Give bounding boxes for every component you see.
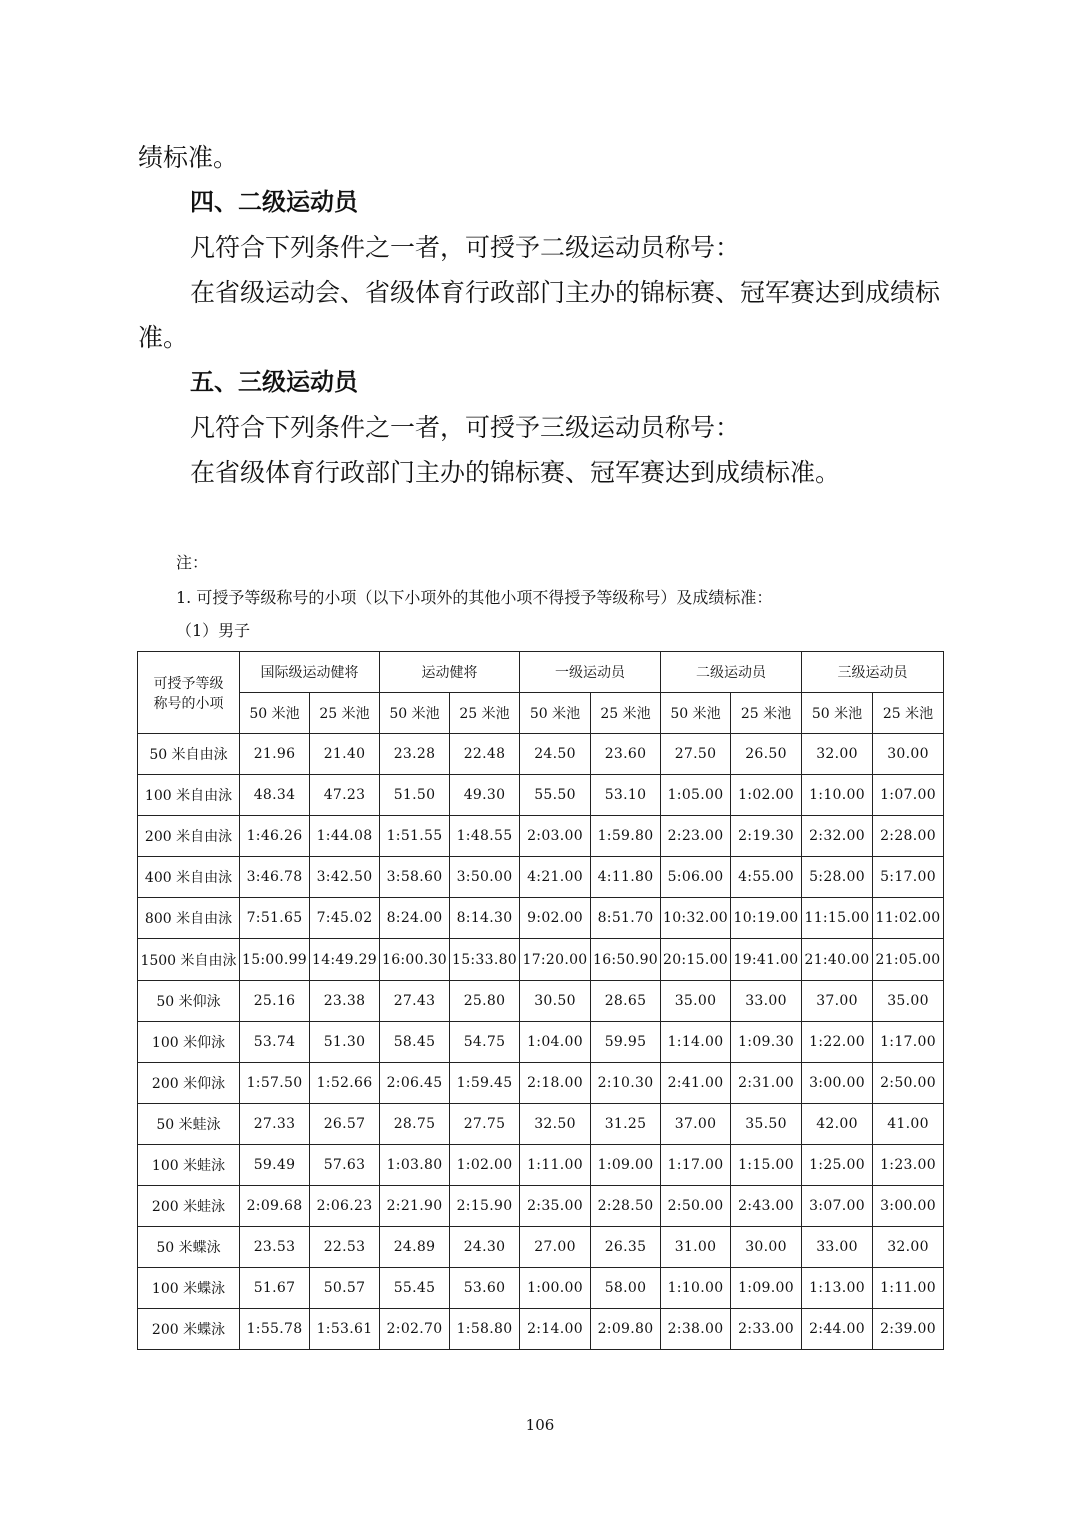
table-cell-value: 59.95 [591, 1021, 661, 1062]
table-cell-value: 53.60 [450, 1268, 520, 1309]
table-cell-value: 2:18.00 [520, 1062, 591, 1103]
table-cell-event: 100 米仰泳 [138, 1021, 240, 1062]
header-level-third: 三级运动员 [802, 652, 944, 693]
table-cell-value: 23.38 [310, 980, 380, 1021]
table-cell-value: 5:28.00 [802, 857, 873, 898]
table-cell-value: 2:21.90 [380, 1186, 450, 1227]
table-cell-value: 28.65 [591, 980, 661, 1021]
header-level-second: 二级运动员 [661, 652, 802, 693]
table-cell-value: 3:46.78 [240, 857, 310, 898]
table-cell-value: 1:23.00 [873, 1144, 944, 1185]
table-cell-value: 1:09.00 [591, 1144, 661, 1185]
paragraph-level-three-criteria: 凡符合下列条件之一者，可授予三级运动员称号： [190, 413, 741, 442]
table-cell-value: 2:39.00 [873, 1309, 944, 1350]
table-cell-value: 54.75 [450, 1021, 520, 1062]
table-cell-event: 50 米蝶泳 [138, 1227, 240, 1268]
table-cell-value: 24.30 [450, 1227, 520, 1268]
table-row [138, 939, 944, 980]
table-cell-value: 35.00 [661, 980, 731, 1021]
table-cell-event: 400 米自由泳 [138, 857, 240, 898]
section-heading-level-two: 四、二级运动员 [190, 188, 358, 216]
table-cell-value: 32.00 [802, 734, 873, 775]
table-cell-value: 25.80 [450, 980, 520, 1021]
table-header-row-pools [138, 693, 944, 734]
table-cell-value: 1:02.00 [731, 775, 802, 816]
table-cell-value: 8:51.70 [591, 898, 661, 939]
paragraph-level-two-detail-end: 准。 [138, 323, 189, 352]
table-cell-event: 100 米自由泳 [138, 775, 240, 816]
table-cell-value: 1:53.61 [310, 1309, 380, 1350]
table-cell-value: 8:14.30 [450, 898, 520, 939]
table-row [138, 980, 944, 1021]
table-cell-value: 31.25 [591, 1103, 661, 1144]
table-cell-value: 1:46.26 [240, 816, 310, 857]
table-corner-header [138, 652, 240, 734]
table-cell-value: 21.96 [240, 734, 310, 775]
table-cell-value: 2:50.00 [661, 1186, 731, 1227]
table-cell-value: 2:50.00 [873, 1062, 944, 1103]
table-cell-value: 1:52.66 [310, 1062, 380, 1103]
table-cell-value: 4:11.80 [591, 857, 661, 898]
table-cell-value: 1:13.00 [802, 1268, 873, 1309]
table-cell-value: 14:49.29 [310, 939, 380, 980]
table-cell-value: 35.00 [873, 980, 944, 1021]
table-cell-value: 50.57 [310, 1268, 380, 1309]
table-cell-value: 2:23.00 [661, 816, 731, 857]
table-row [138, 1062, 944, 1103]
table-body [138, 734, 944, 1350]
table-row [138, 1186, 944, 1227]
table-cell-value: 21.40 [310, 734, 380, 775]
table-cell-value: 15:00.99 [240, 939, 310, 980]
corner-line-1: 可授予等级 [153, 675, 224, 692]
table-cell-value: 7:51.65 [240, 898, 310, 939]
table-cell-value: 4:21.00 [520, 857, 591, 898]
table-cell-value: 2:33.00 [731, 1309, 802, 1350]
table-cell-value: 37.00 [802, 980, 873, 1021]
header-pool-25: 25 米池 [731, 693, 802, 734]
table-cell-value: 16:50.90 [591, 939, 661, 980]
header-level-first: 一级运动员 [520, 652, 661, 693]
table-cell-value: 19:41.00 [731, 939, 802, 980]
table-cell-value: 51.67 [240, 1268, 310, 1309]
table-row [138, 734, 944, 775]
table-cell-value: 2:19.30 [731, 816, 802, 857]
table-cell-value: 1:51.55 [380, 816, 450, 857]
table-row [138, 1227, 944, 1268]
table-cell-value: 1:02.00 [450, 1144, 520, 1185]
table-cell-value: 2:06.45 [380, 1062, 450, 1103]
table-cell-value: 8:24.00 [380, 898, 450, 939]
table-cell-value: 2:43.00 [731, 1186, 802, 1227]
table-cell-value: 21:40.00 [802, 939, 873, 980]
table-cell-value: 1:22.00 [802, 1021, 873, 1062]
table-cell-event: 200 米蛙泳 [138, 1186, 240, 1227]
table-cell-value: 20:15.00 [661, 939, 731, 980]
table-cell-value: 27.43 [380, 980, 450, 1021]
table-cell-value: 1:00.00 [520, 1268, 591, 1309]
table-cell-value: 3:07.00 [802, 1186, 873, 1227]
table-cell-value: 3:00.00 [873, 1186, 944, 1227]
table-cell-value: 2:44.00 [802, 1309, 873, 1350]
table-cell-value: 16:00.30 [380, 939, 450, 980]
table-row [138, 1268, 944, 1309]
table-cell-value: 2:32.00 [802, 816, 873, 857]
header-pool-25: 25 米池 [450, 693, 520, 734]
table-row [138, 775, 944, 816]
header-pool-50: 50 米池 [802, 693, 873, 734]
table-cell-value: 7:45.02 [310, 898, 380, 939]
table-cell-value: 2:38.00 [661, 1309, 731, 1350]
table-cell-value: 30.50 [520, 980, 591, 1021]
table-cell-value: 2:28.00 [873, 816, 944, 857]
table-cell-value: 1:09.30 [731, 1021, 802, 1062]
table-cell-value: 55.50 [520, 775, 591, 816]
table-cell-value: 53.10 [591, 775, 661, 816]
table-row [138, 1309, 944, 1350]
table-cell-value: 4:55.00 [731, 857, 802, 898]
note-item-1-sub-men: （1）男子 [176, 621, 251, 640]
table-cell-value: 55.45 [380, 1268, 450, 1309]
table-cell-value: 1:14.00 [661, 1021, 731, 1062]
table-cell-value: 3:50.00 [450, 857, 520, 898]
table-cell-event: 1500 米自由泳 [138, 939, 240, 980]
table-cell-value: 2:31.00 [731, 1062, 802, 1103]
table-cell-value: 24.89 [380, 1227, 450, 1268]
table-cell-value: 22.48 [450, 734, 520, 775]
table-cell-value: 10:19.00 [731, 898, 802, 939]
table-cell-value: 9:02.00 [520, 898, 591, 939]
table-cell-value: 2:35.00 [520, 1186, 591, 1227]
table-cell-value: 1:57.50 [240, 1062, 310, 1103]
table-cell-value: 1:10.00 [802, 775, 873, 816]
table-cell-value: 26.35 [591, 1227, 661, 1268]
table-cell-value: 1:17.00 [873, 1021, 944, 1062]
table-cell-value: 1:03.80 [380, 1144, 450, 1185]
table-cell-value: 58.45 [380, 1021, 450, 1062]
table-cell-value: 23.53 [240, 1227, 310, 1268]
header-level-master: 运动健将 [380, 652, 520, 693]
table-cell-value: 27.75 [450, 1103, 520, 1144]
standards-table [137, 651, 944, 1350]
table-cell-value: 17:20.00 [520, 939, 591, 980]
table-cell-value: 2:09.80 [591, 1309, 661, 1350]
table-cell-value: 2:41.00 [661, 1062, 731, 1103]
table-cell-value: 51.30 [310, 1021, 380, 1062]
table-cell-value: 59.49 [240, 1144, 310, 1185]
table-cell-value: 2:06.23 [310, 1186, 380, 1227]
table-cell-value: 24.50 [520, 734, 591, 775]
table-cell-value: 27.00 [520, 1227, 591, 1268]
table-row [138, 1144, 944, 1185]
table-cell-value: 48.34 [240, 775, 310, 816]
table-cell-value: 49.30 [450, 775, 520, 816]
table-cell-value: 2:09.68 [240, 1186, 310, 1227]
table-cell-event: 200 米仰泳 [138, 1062, 240, 1103]
table-cell-value: 1:07.00 [873, 775, 944, 816]
table-header-row-levels [138, 652, 944, 693]
header-pool-50: 50 米池 [240, 693, 310, 734]
table-cell-event: 100 米蝶泳 [138, 1268, 240, 1309]
page-number: 106 [525, 1416, 555, 1434]
table-cell-value: 2:10.30 [591, 1062, 661, 1103]
table-cell-value: 32.00 [873, 1227, 944, 1268]
table-cell-value: 1:25.00 [802, 1144, 873, 1185]
table-cell-value: 26.50 [731, 734, 802, 775]
table-cell-event: 200 米自由泳 [138, 816, 240, 857]
paragraph-continuation: 绩标准。 [138, 143, 239, 172]
table-cell-value: 30.00 [731, 1227, 802, 1268]
note-item-1: 1. 可授予等级称号的小项（以下小项外的其他小项不得授予等级称号）及成绩标准： [176, 588, 773, 607]
table-row [138, 898, 944, 939]
table-cell-value: 23.60 [591, 734, 661, 775]
table-cell-value: 33.00 [731, 980, 802, 1021]
header-pool-25: 25 米池 [873, 693, 944, 734]
section-heading-level-three: 五、三级运动员 [190, 368, 358, 396]
table-cell-value: 51.50 [380, 775, 450, 816]
table-cell-value: 1:04.00 [520, 1021, 591, 1062]
table-cell-value: 23.28 [380, 734, 450, 775]
table-cell-value: 30.00 [873, 734, 944, 775]
table-cell-value: 3:00.00 [802, 1062, 873, 1103]
table-cell-value: 1:10.00 [661, 1268, 731, 1309]
table-cell-value: 53.74 [240, 1021, 310, 1062]
table-cell-event: 800 米自由泳 [138, 898, 240, 939]
table-row [138, 857, 944, 898]
table-cell-value: 41.00 [873, 1103, 944, 1144]
table-cell-value: 3:58.60 [380, 857, 450, 898]
table-row [138, 816, 944, 857]
paragraph-level-two-detail: 在省级运动会、省级体育行政部门主办的锦标赛、冠军赛达到成绩标 [190, 278, 941, 307]
table-row [138, 1021, 944, 1062]
table-cell-value: 2:03.00 [520, 816, 591, 857]
header-pool-50: 50 米池 [661, 693, 731, 734]
table-cell-value: 1:44.08 [310, 816, 380, 857]
table-cell-value: 11:02.00 [873, 898, 944, 939]
table-cell-value: 1:55.78 [240, 1309, 310, 1350]
table-cell-value: 15:33.80 [450, 939, 520, 980]
table-cell-value: 1:48.55 [450, 816, 520, 857]
table-cell-event: 100 米蛙泳 [138, 1144, 240, 1185]
note-label: 注： [176, 553, 209, 572]
table-cell-value: 37.00 [661, 1103, 731, 1144]
table-cell-value: 2:14.00 [520, 1309, 591, 1350]
header-pool-25: 25 米池 [310, 693, 380, 734]
table-cell-value: 1:09.00 [731, 1268, 802, 1309]
table-cell-value: 27.50 [661, 734, 731, 775]
table-cell-value: 26.57 [310, 1103, 380, 1144]
table-cell-value: 3:42.50 [310, 857, 380, 898]
table-cell-value: 1:59.80 [591, 816, 661, 857]
table-cell-value: 47.23 [310, 775, 380, 816]
paragraph-level-two-criteria: 凡符合下列条件之一者，可授予二级运动员称号： [190, 233, 741, 262]
table-cell-value: 1:59.45 [450, 1062, 520, 1103]
table-cell-value: 5:06.00 [661, 857, 731, 898]
table-cell-value: 11:15.00 [802, 898, 873, 939]
table-cell-value: 10:32.00 [661, 898, 731, 939]
table-cell-event: 50 米仰泳 [138, 980, 240, 1021]
table-row [138, 1103, 944, 1144]
table-cell-value: 1:05.00 [661, 775, 731, 816]
table-cell-value: 5:17.00 [873, 857, 944, 898]
table-cell-value: 1:11.00 [520, 1144, 591, 1185]
table-cell-value: 42.00 [802, 1103, 873, 1144]
paragraph-level-three-detail: 在省级体育行政部门主办的锦标赛、冠军赛达到成绩标准。 [190, 458, 841, 487]
table-cell-value: 35.50 [731, 1103, 802, 1144]
table-cell-event: 50 米蛙泳 [138, 1103, 240, 1144]
table-cell-value: 1:11.00 [873, 1268, 944, 1309]
table-cell-value: 21:05.00 [873, 939, 944, 980]
header-pool-50: 50 米池 [520, 693, 591, 734]
table-cell-value: 32.50 [520, 1103, 591, 1144]
header-pool-25: 25 米池 [591, 693, 661, 734]
table-cell-value: 1:15.00 [731, 1144, 802, 1185]
table-cell-event: 50 米自由泳 [138, 734, 240, 775]
table-cell-value: 2:28.50 [591, 1186, 661, 1227]
header-level-international: 国际级运动健将 [240, 652, 380, 693]
table-cell-value: 27.33 [240, 1103, 310, 1144]
table-cell-value: 22.53 [310, 1227, 380, 1268]
table-cell-value: 1:58.80 [450, 1309, 520, 1350]
table-cell-value: 25.16 [240, 980, 310, 1021]
table-cell-value: 28.75 [380, 1103, 450, 1144]
table-cell-value: 57.63 [310, 1144, 380, 1185]
header-pool-50: 50 米池 [380, 693, 450, 734]
table-cell-value: 31.00 [661, 1227, 731, 1268]
corner-line-2: 称号的小项 [153, 695, 224, 712]
table-cell-event: 200 米蝶泳 [138, 1309, 240, 1350]
table-cell-value: 2:15.90 [450, 1186, 520, 1227]
table-cell-value: 2:02.70 [380, 1309, 450, 1350]
table-cell-value: 1:17.00 [661, 1144, 731, 1185]
table-cell-value: 58.00 [591, 1268, 661, 1309]
table-cell-value: 33.00 [802, 1227, 873, 1268]
